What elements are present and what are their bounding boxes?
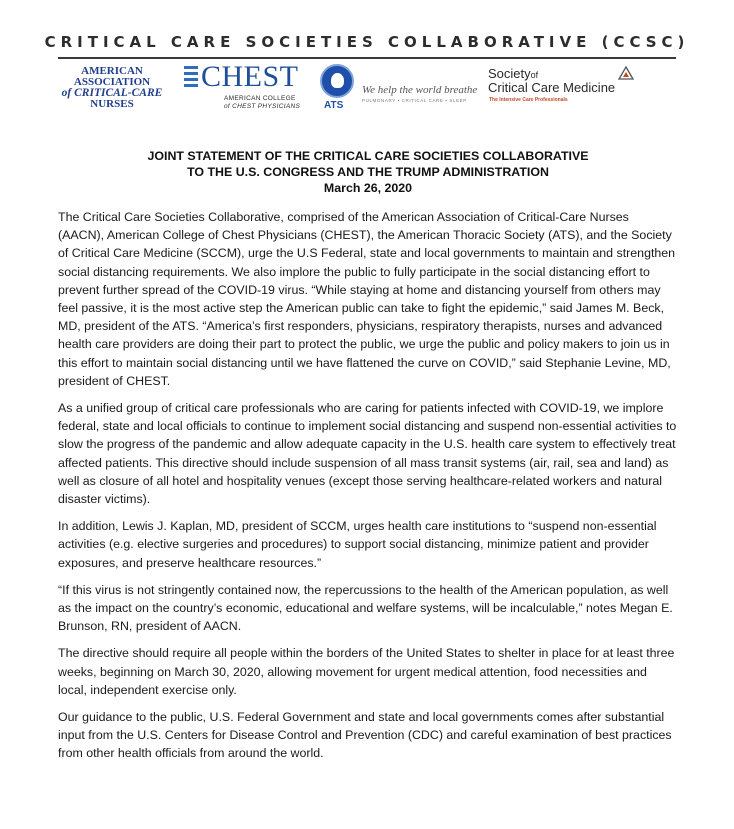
chest-logo-subtitle <box>224 95 300 111</box>
statement-body <box>58 148 678 772</box>
statement-title-line1: JOINT STATEMENT OF THE CRITICAL CARE SOCIETIES COLLABORATIVE <box>147 149 589 163</box>
header-divider <box>58 57 676 59</box>
paragraph-shelter-directive: The directive should require all people within the borders of the United States to shelter in place for at least three weeks, beginning on March 30, 2020, allowing movement for urgent medical attention, food necessities and local, independent exercise only. <box>58 646 675 697</box>
sccm-logo-tagline: The Intensive Care Professionals <box>489 97 568 103</box>
ats-logo <box>320 62 510 114</box>
aacn-logo <box>56 66 168 110</box>
statement-date: March 26, 2020 <box>323 181 413 195</box>
statement-title-line2: TO THE U.S. CONGRESS AND THE TRUMP ADMINISTRATION <box>187 165 549 179</box>
sccm-triangle-icon <box>618 66 634 80</box>
chest-logo <box>184 60 309 114</box>
aacn-logo-line: NURSES <box>90 98 134 110</box>
chest-logo-wordmark: CHEST <box>201 60 299 93</box>
collaborative-title: CRITICAL CARE SOCIETIES COLLABORATIVE (CCSC) <box>44 33 690 51</box>
chest-subtitle-line1: AMERICAN COLLEGE <box>224 95 296 102</box>
paragraph-guidance: Our guidance to the public, U.S. Federal Government and state and local governments comes after substantial input from the U.S. Centers for Disease Control and Prevention (CDC) and careful examination of best practices from other health officials from around the world. <box>58 710 672 761</box>
aacn-logo-line: AMERICAN <box>81 65 143 77</box>
aacn-logo-line: of CRITICAL-CARE <box>61 87 163 99</box>
chest-stripes-icon <box>184 66 198 92</box>
paragraph-sccm-quote: In addition, Lewis J. Kaplan, MD, president of SCCM, urges health care institutions to “suspend non-essential activities (e.g. elective surgeries and procedures) to support social distancing, minimize patient and provider exposures, and preserve healthcare resources.” <box>58 519 657 570</box>
logo-strip <box>56 62 686 116</box>
chest-subtitle-line2: of CHEST PHYSICIANS <box>224 103 301 110</box>
ats-tagline: We help the world breathe <box>362 84 478 96</box>
ats-lungs-icon <box>320 64 354 98</box>
sccm-logo <box>488 66 688 116</box>
ats-subline: PULMONARY • CRITICAL CARE • SLEEP <box>362 98 467 103</box>
sccm-logo-line2: Critical Care Medicine <box>488 80 616 95</box>
paragraph-aacn-quote: “If this virus is not stringently contained now, the repercussions to the health of the American population, as well as the impact on the country’s economic, educational and welfare systems, will be incalculable,” notes Megan E. Brunson, RN, president of AACN. <box>58 582 673 634</box>
paragraph-unified-group: As a unified group of critical care professionals who are caring for patients infected with COVID-19, we implore federal, state and local officials to continue to implement social distancing and suspend non-essential activities to slow the progress of the pandemic and allow adequate capacity in the U.S. health care system to effectively treat affected patients. This directive should include suspension of all mass transit systems (air, rail, sea and land) as well as closure of all hotel and hospitality venues (except those serving healthcare-related workers and natural disaster victims). <box>58 401 677 507</box>
aacn-logo-line: ASSOCIATION <box>73 76 151 88</box>
ats-logo-label: ATS <box>324 100 344 111</box>
paragraph-intro: The Critical Care Societies Collaborative, comprised of the American Association of Critical-Care Nurses (AACN), American College of Chest Physicians (CHEST), the American Thoracic Society (ATS), and the Society of Critical Care Medicine (SCCM), urge the U.S Federal, state and local governments to maintain and strengthen social distancing requirements. We also implore the public to fully participate in the social distancing effort to prevent further spread of the COVID-19 virus. “While staying at home and distancing yourself from others may feel passive, it is the most active step the American public can take to fight the epidemic,” said James M. Beck, MD, president of the ATS. “America’s first responders, physicians, respiratory therapists, nurses and advanced health care providers are doing their part to protect the public, we urge the public and policy makers to join us in this effort to maintain social distancing until we have flattened the curve on COVID,” said Stephanie Levine, MD, president of CHEST. <box>58 210 676 388</box>
sccm-logo-of: of <box>530 70 539 80</box>
sccm-logo-society: Society <box>488 66 531 81</box>
sccm-logo-line1 <box>488 66 538 81</box>
statement-title <box>58 148 678 196</box>
